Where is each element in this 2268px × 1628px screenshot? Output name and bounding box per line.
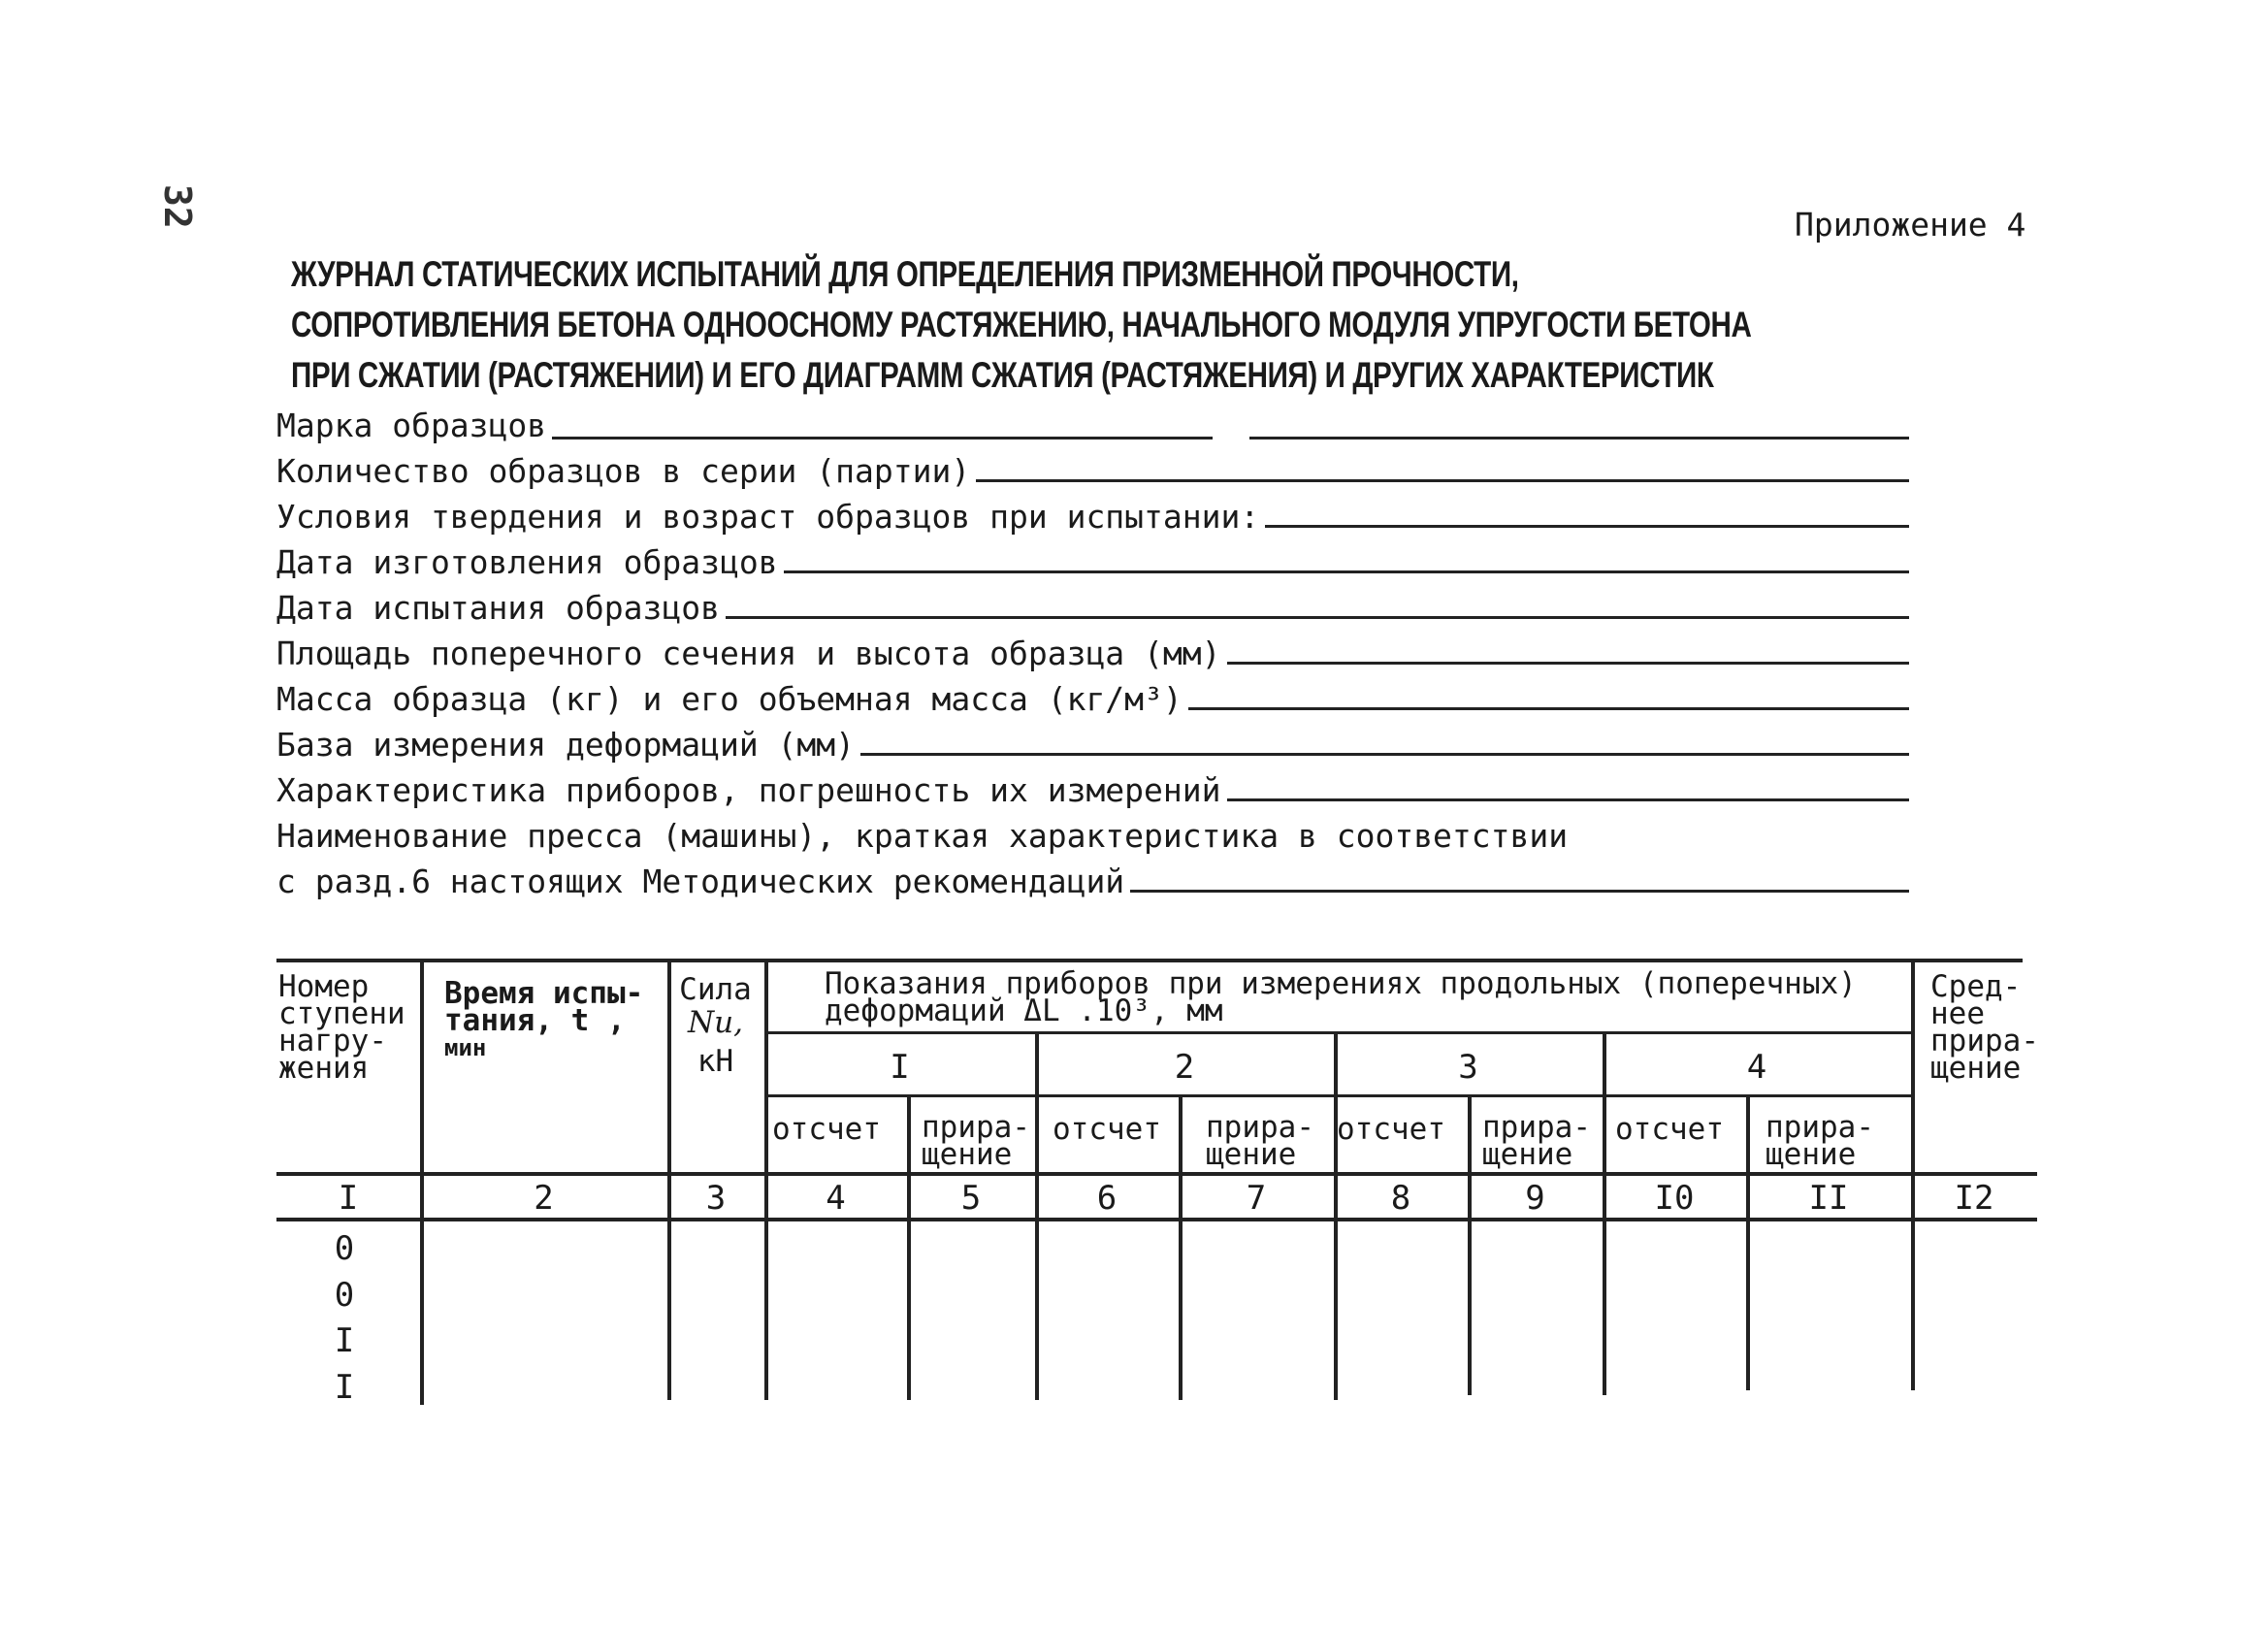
field-manufacture-date: Дата изготовления образцов [276, 542, 1909, 581]
header-average-increment: Сред- нее прира- щение [1930, 969, 2039, 1086]
field-blank[interactable] [1265, 525, 1909, 528]
table-rule [276, 1172, 2037, 1176]
header-instrument-readings: Показания приборов при измерениях продольных (поперечных) деформаций ΔL .10³, мм [825, 966, 1857, 1028]
table-rule-v [1468, 1094, 1472, 1395]
field-sample-grade: Марка образцов [276, 406, 1909, 444]
appendix-label: Приложение 4 [1795, 206, 2026, 244]
title-line-1: ЖУРНАЛ СТАТИЧЕСКИХ ИСПЫТАНИЙ ДЛЯ ОПРЕДЕЛЕНИЯ ПРИЗМЕННОЙ ПРОЧНОСТИ, [291, 254, 1519, 294]
title-line-3: ПРИ СЖАТИИ (РАСТЯЖЕНИИ) И ЕГО ДИАГРАММ СЖАТИЯ (РАСТЯЖЕНИЯ) И ДРУГИХ ХАРАКТЕРИСТИК [291, 355, 1714, 395]
column-number: 3 [705, 1179, 727, 1218]
field-press-name: Наименование пресса (машины), краткая характеристика в соответствии [276, 817, 1569, 855]
instrument-4: 4 [1746, 1048, 1767, 1087]
instrument-3: 3 [1458, 1048, 1478, 1087]
field-sample-count: Количество образцов в серии (партии) [276, 451, 1909, 490]
table-rule-top [276, 959, 2023, 962]
table-rule-v [907, 1094, 911, 1400]
field-blank[interactable] [726, 616, 1909, 619]
column-number: 6 [1096, 1179, 1118, 1218]
table-row-step: I [334, 1321, 355, 1360]
header-test-time: Время испы- тания, t , мин [444, 976, 644, 1061]
table-row-step: I [334, 1368, 355, 1407]
header-force: Сила Nu, кН [679, 972, 752, 1079]
field-blank[interactable] [1130, 890, 1909, 893]
header-step-number: Номер ступени нагру- жения [278, 969, 405, 1086]
field-press-section: с разд.6 настоящих Методических рекомендаций [276, 862, 1909, 900]
table-rule [764, 1094, 1911, 1097]
column-number: 2 [534, 1179, 554, 1218]
subheader-reading: отсчет [1053, 1112, 1161, 1147]
table-rule-v [1746, 1094, 1750, 1390]
field-measurement-base: База измерения деформаций (мм) [276, 725, 1909, 764]
field-blank[interactable] [860, 753, 1909, 756]
field-blank[interactable] [784, 570, 1909, 573]
column-number: II [1808, 1179, 1849, 1218]
field-blank[interactable] [1227, 798, 1909, 801]
table-rule [276, 1218, 2037, 1221]
instrument-1: I [890, 1048, 910, 1087]
field-sample-mass: Масса образца (кг) и его объемная масса (кг/м³) [276, 679, 1909, 718]
field-test-date: Дата испытания образцов [276, 588, 1909, 627]
column-number: 7 [1246, 1179, 1267, 1218]
title-line-2: СОПРОТИВЛЕНИЯ БЕТОНА ОДНООСНОМУ РАСТЯЖЕНИЮ, НАЧАЛЬНОГО МОДУЛЯ УПРУГОСТИ БЕТОНА [291, 305, 1752, 344]
field-instruments: Характеристика приборов, погрешность их измерений [276, 770, 1909, 809]
field-section-area: Площадь поперечного сечения и высота образца (мм) [276, 634, 1909, 672]
subheader-increment: прира- щение [1482, 1110, 1591, 1172]
subheader-increment: прира- щение [1766, 1110, 1874, 1172]
table-row-step: 0 [334, 1229, 355, 1268]
subheader-reading: отсчет [1337, 1112, 1445, 1147]
instrument-2: 2 [1174, 1048, 1195, 1087]
page-number: 32 [156, 184, 199, 229]
column-number: 4 [826, 1179, 846, 1218]
field-blank[interactable] [976, 479, 1909, 482]
table-rule [764, 1031, 1911, 1034]
subheader-increment: прира- щение [1206, 1110, 1314, 1172]
column-number: I [338, 1179, 359, 1218]
table-row-step: 0 [334, 1276, 355, 1315]
field-blank[interactable] [1227, 662, 1909, 665]
table-rule-v [1911, 959, 1915, 1390]
column-number: I0 [1654, 1179, 1695, 1218]
subheader-increment: прира- щение [922, 1110, 1030, 1172]
field-blank[interactable] [1188, 707, 1909, 710]
subheader-reading: отсчет [772, 1112, 881, 1147]
field-curing-conditions: Условия твердения и возраст образцов при испытании: [276, 497, 1909, 536]
column-number: I2 [1954, 1179, 1994, 1218]
column-number: 5 [960, 1179, 982, 1218]
column-number: 9 [1525, 1179, 1545, 1218]
table-rule-v [1179, 1094, 1183, 1400]
column-number: 8 [1390, 1179, 1411, 1218]
subheader-reading: отсчет [1615, 1112, 1724, 1147]
